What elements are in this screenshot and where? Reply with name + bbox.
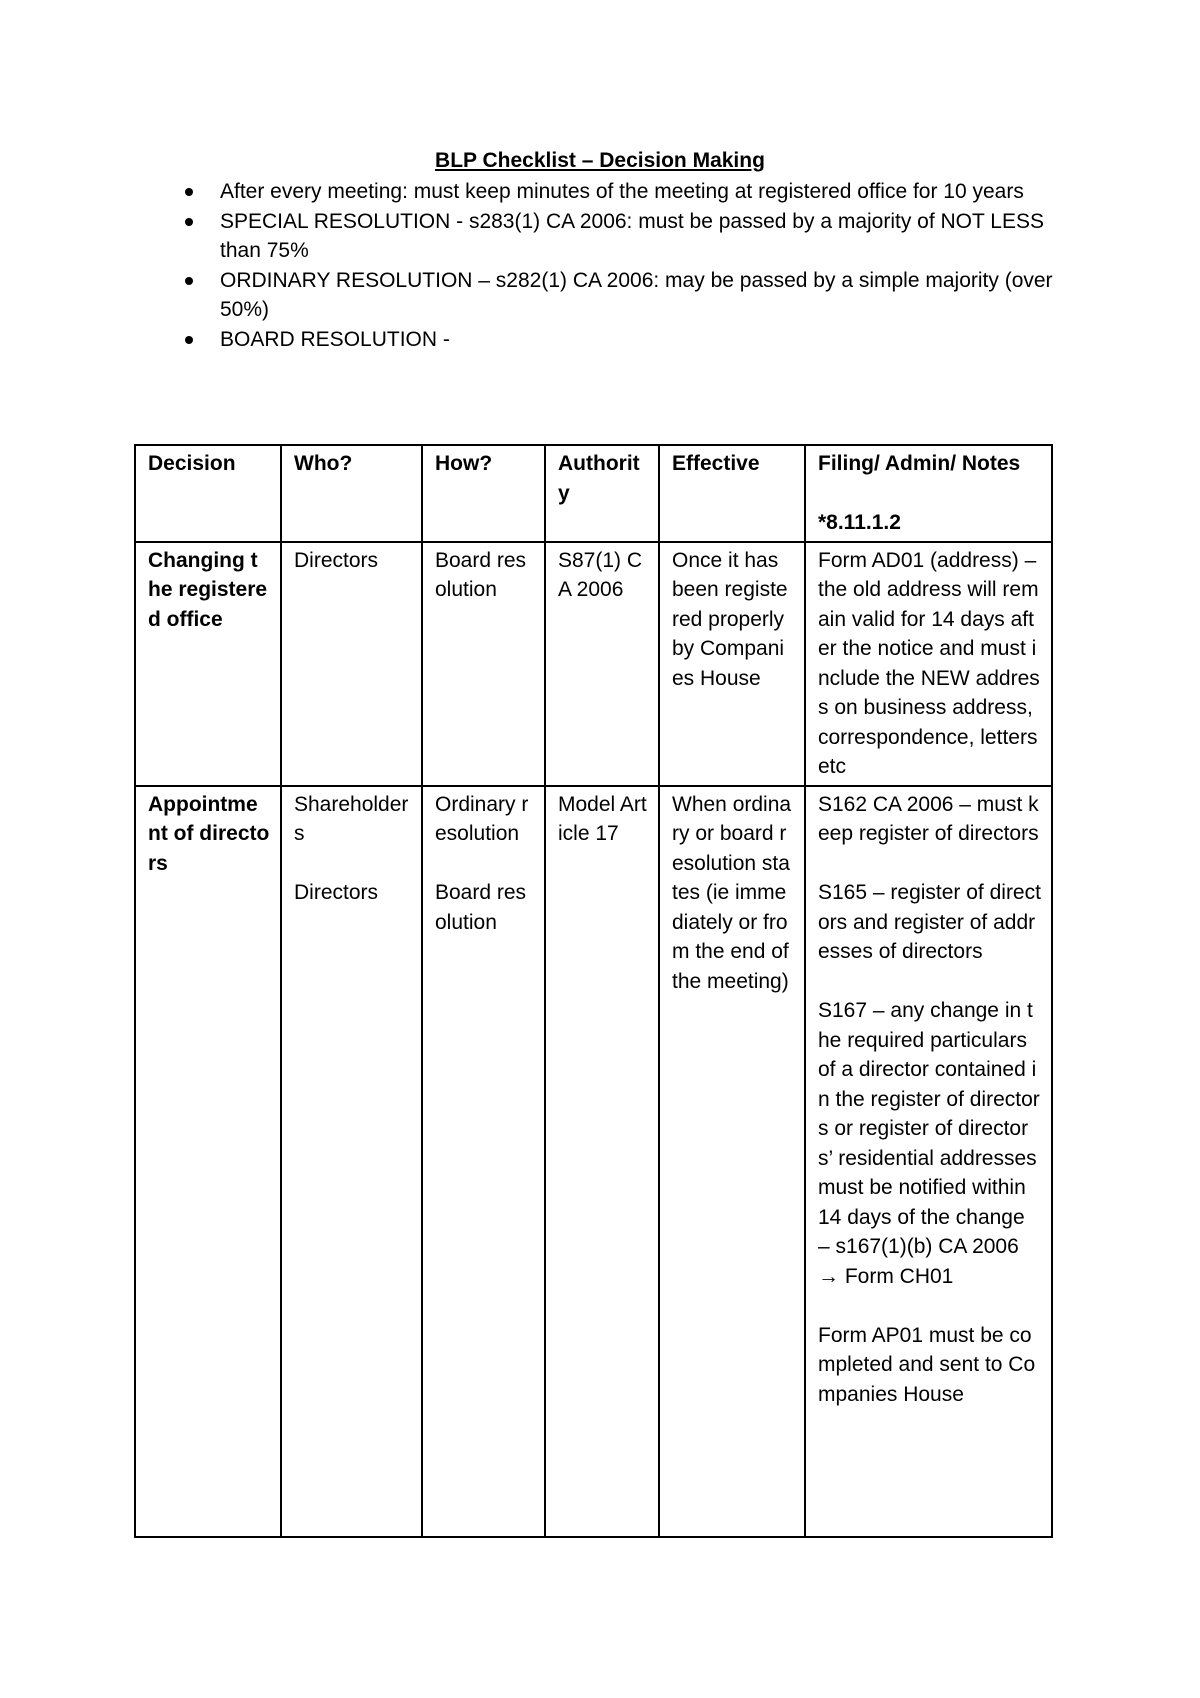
header-who: Who? xyxy=(281,445,422,542)
cell-effective: When ordinary or board resolution states (ie immediately or from the end of the meeting) xyxy=(659,786,805,1537)
cell-how xyxy=(422,786,545,1537)
page-title: BLP Checklist – Decision Making xyxy=(435,149,765,172)
cell-who xyxy=(281,786,422,1537)
list-item: BOARD RESOLUTION - xyxy=(185,325,1065,355)
bullet-icon xyxy=(185,188,193,196)
list-item: ORDINARY RESOLUTION – s282(1) CA 2006: may be passed by a simple majority (over 50%) xyxy=(185,266,1065,325)
note-paragraph: S162 CA 2006 – must keep register of directors xyxy=(818,792,1039,845)
cell-notes xyxy=(805,786,1052,1537)
cell-notes: Form AD01 (address) – the old address will remain valid for 14 days after the notice and must include the NEW address on business address, correspondence, letters etc xyxy=(805,542,1052,786)
header-decision: Decision xyxy=(135,445,281,542)
note-paragraph: S165 – register of directors and register of addresses of directors xyxy=(818,881,1041,963)
list-item: SPECIAL RESOLUTION - s283(1) CA 2006: must be passed by a majority of NOT LESS than 75% xyxy=(185,207,1065,266)
cell-how: Board resolution xyxy=(422,542,545,786)
bullet-icon xyxy=(185,277,193,285)
cell-who: Directors xyxy=(281,542,422,786)
table-header-row xyxy=(135,445,1052,542)
cell-authority: Model Article 17 xyxy=(545,786,659,1537)
how-item: Ordinary resolution xyxy=(435,792,529,845)
header-notes xyxy=(805,445,1052,542)
cell-authority: S87(1) CA 2006 xyxy=(545,542,659,786)
cell-decision: Changing the registered office xyxy=(135,542,281,786)
who-item: Shareholders xyxy=(294,792,409,845)
bullet-list xyxy=(185,177,1065,354)
header-how: How? xyxy=(422,445,545,542)
bullet-icon xyxy=(185,336,193,344)
how-item: Board resolution xyxy=(435,881,527,934)
decision-table xyxy=(134,444,1053,1538)
table-row xyxy=(135,542,1052,786)
table-row xyxy=(135,786,1052,1537)
header-authority: Authority xyxy=(545,445,659,542)
cell-decision: Appointment of directors xyxy=(135,786,281,1537)
header-effective: Effective xyxy=(659,445,805,542)
note-paragraph: S167 – any change in the required particulars of a director contained in the register of directors or register of directors’ residential addresses must be notified within 14 days of the change – s167(1)(b) CA 2006 → Form CH01 xyxy=(818,999,1040,1288)
list-item: After every meeting: must keep minutes of the meeting at registered office for 10 years xyxy=(185,177,1065,207)
note-paragraph: Form AP01 must be completed and sent to Companies House xyxy=(818,1323,1036,1406)
cell-effective: Once it has been registered properly by Companies House xyxy=(659,542,805,786)
who-item: Directors xyxy=(294,881,379,904)
bullet-icon xyxy=(185,218,193,226)
header-notes-ref: *8.11.1.2 xyxy=(818,511,901,534)
header-notes-label: Filing/ Admin/ Notes xyxy=(818,452,1021,475)
